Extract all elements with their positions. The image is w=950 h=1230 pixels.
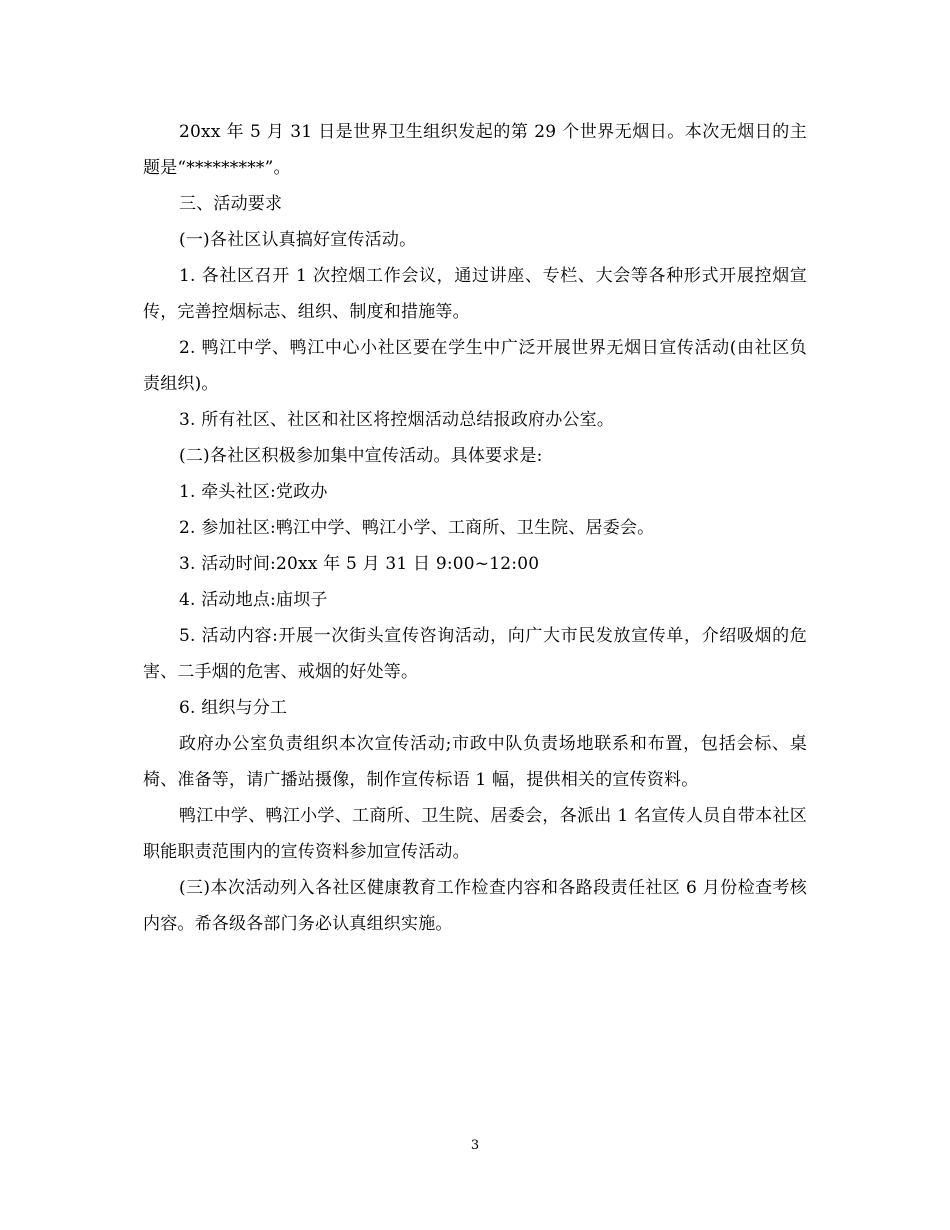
document-body bbox=[143, 114, 807, 942]
list-item: 1. 牵头社区:党政办 bbox=[179, 482, 328, 502]
list-item: 3. 所有社区、社区和社区将控烟活动总结报政府办公室。 bbox=[179, 410, 615, 430]
paragraph-intro: 20xx 年 5 月 31 日是世界卫生组织发起的第 29 个世界无烟日。本次无烟日的主题是“*********”。 bbox=[143, 122, 807, 178]
section-two-heading: (二)各社区积极参加集中宣传活动。具体要求是: bbox=[179, 446, 543, 466]
list-item: 5. 活动内容:开展一次街头宣传咨询活动，向广大市民发放宣传单，介绍吸烟的危害、二手烟的危害、戒烟的好处等。 bbox=[143, 626, 807, 682]
list-item: 6. 组织与分工 bbox=[179, 698, 288, 718]
list-item: 4. 活动地点:庙坝子 bbox=[179, 590, 328, 610]
heading-activity-requirements: 三、活动要求 bbox=[179, 194, 283, 214]
list-item: 2. 鸭江中学、鸭江中心小社区要在学生中广泛开展世界无烟日宣传活动(由社区负责组织)。 bbox=[143, 338, 807, 394]
paragraph-participants: 鸭江中学、鸭江小学、工商所、卫生院、居委会，各派出 1 名宣传人员自带本社区职能职责范围内的宣传资料参加宣传活动。 bbox=[143, 806, 807, 862]
section-three-paragraph: (三)本次活动列入各社区健康教育工作检查内容和各路段责任社区 6 月份检查考核内容。希各级各部门务必认真组织实施。 bbox=[143, 878, 807, 934]
page-number: 3 bbox=[470, 1138, 480, 1153]
list-item: 2. 参加社区:鸭江中学、鸭江小学、工商所、卫生院、居委会。 bbox=[179, 518, 655, 538]
list-item: 3. 活动时间:20xx 年 5 月 31 日 9:00~12:00 bbox=[179, 554, 540, 574]
paragraph-government-office: 政府办公室负责组织本次宣传活动;市政中队负责场地联系和布置，包括会标、桌椅、准备等，请广播站摄像，制作宣传标语 1 幅，提供相关的宣传资料。 bbox=[143, 734, 807, 790]
section-one-heading: (一)各社区认真搞好宣传活动。 bbox=[179, 230, 417, 250]
list-item: 1. 各社区召开 1 次控烟工作会议，通过讲座、专栏、大会等各种形式开展控烟宣传，完善控烟标志、组织、制度和措施等。 bbox=[143, 266, 807, 322]
